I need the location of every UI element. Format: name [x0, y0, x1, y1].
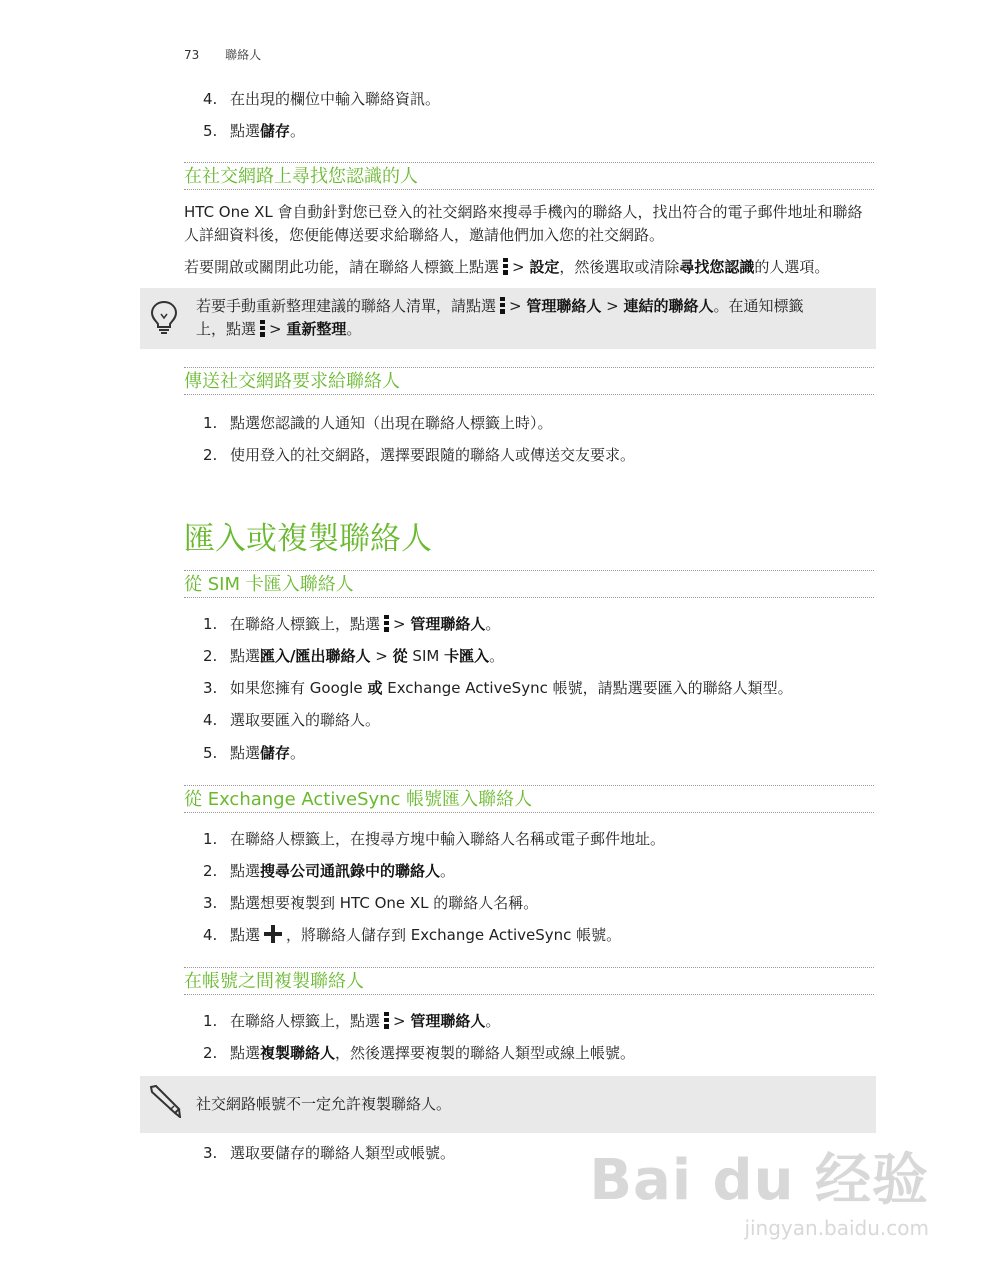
- plus-icon: [264, 925, 282, 943]
- list-item: 3. 如果您擁有 Google 或 Exchange ActiveSync 帳號，請點選要匯入的聯絡人類型。: [203, 679, 793, 697]
- menu-icon: [384, 1012, 389, 1029]
- note-text: 社交網路帳號不一定允許複製聯絡人。: [196, 1095, 452, 1113]
- note-box: [140, 1076, 876, 1133]
- menu-icon: [500, 297, 505, 314]
- page-number: 73: [184, 48, 200, 62]
- watermark: [589, 1136, 929, 1240]
- list-item: 2. 使用登入的社交網路，選擇要跟隨的聯絡人或傳送交友要求。: [203, 446, 636, 464]
- list-item: 1. 在聯絡人標籤上，在搜尋方塊中輸入聯絡人名稱或電子郵件地址。: [203, 830, 666, 848]
- list-item: 4. 點選 ，將聯絡人儲存到 Exchange ActiveSync 帳號。: [203, 926, 622, 944]
- list-item: 4. 選取要匯入的聯絡人。: [203, 711, 381, 729]
- section-name: 聯絡人: [225, 48, 262, 62]
- list-item: 5. 點選儲存。: [203, 122, 306, 140]
- menu-icon: [503, 258, 508, 275]
- lightbulb-icon: [150, 300, 178, 334]
- watermark-brand: Bai du 经验: [589, 1148, 929, 1213]
- list-item: 4. 在出現的欄位中輸入聯絡資訊。: [203, 90, 441, 108]
- tip-box: [140, 288, 876, 349]
- paragraph: 若要開啟或關閉此功能，請在聯絡人標籤上點選 > 設定，然後選取或清除尋找您認識的人選項。: [184, 258, 830, 276]
- list-item: 2. 點選複製聯絡人，然後選擇要複製的聯絡人類型或線上帳號。: [203, 1044, 636, 1062]
- watermark-url: jingyan.baidu.com: [744, 1216, 929, 1240]
- page-header: [184, 46, 261, 63]
- section-heading: 傳送社交網路要求給聯絡人: [184, 367, 874, 395]
- list-item: 3. 點選想要複製到 HTC One XL 的聯絡人名稱。: [203, 894, 539, 912]
- list-item: 3. 選取要儲存的聯絡人類型或帳號。: [203, 1144, 456, 1162]
- section-heading: 在帳號之間複製聯絡人: [184, 967, 874, 995]
- list-item: 1. 點選您認識的人通知（出現在聯絡人標籤上時）。: [203, 414, 553, 432]
- tip-text-line: 若要手動重新整理建議的聯絡人清單，請點選 > 管理聯絡人 > 連結的聯絡人。在通知標籤: [196, 297, 804, 315]
- section-heading: 從 SIM 卡匯入聯絡人: [184, 570, 874, 598]
- tip-text-line: 上，點選 > 重新整理。: [196, 320, 362, 338]
- paragraph: HTC One XL 會自動針對您已登入的社交網路來搜尋手機內的聯絡人，找出符合的電子郵件地址和聯絡人詳細資料後，您便能傳送要求給聯絡人，邀請他們加入您的社交網路。: [184, 203, 863, 244]
- list-item: 2. 點選搜尋公司通訊錄中的聯絡人。: [203, 862, 456, 880]
- list-item: 5. 點選儲存。: [203, 744, 306, 762]
- menu-icon: [260, 320, 265, 337]
- menu-icon: [384, 615, 389, 632]
- list-item: 1. 在聯絡人標籤上，點選 > 管理聯絡人。: [203, 615, 501, 633]
- section-heading: 從 Exchange ActiveSync 帳號匯入聯絡人: [184, 785, 874, 813]
- section-heading: 在社交網路上尋找您認識的人: [184, 162, 874, 190]
- list-item: 1. 在聯絡人標籤上，點選 > 管理聯絡人。: [203, 1012, 501, 1030]
- page-title: 匯入或複製聯絡人: [184, 521, 432, 557]
- list-item: 2. 點選匯入/匯出聯絡人 > 從 SIM 卡匯入。: [203, 647, 505, 665]
- pencil-icon: [148, 1084, 182, 1118]
